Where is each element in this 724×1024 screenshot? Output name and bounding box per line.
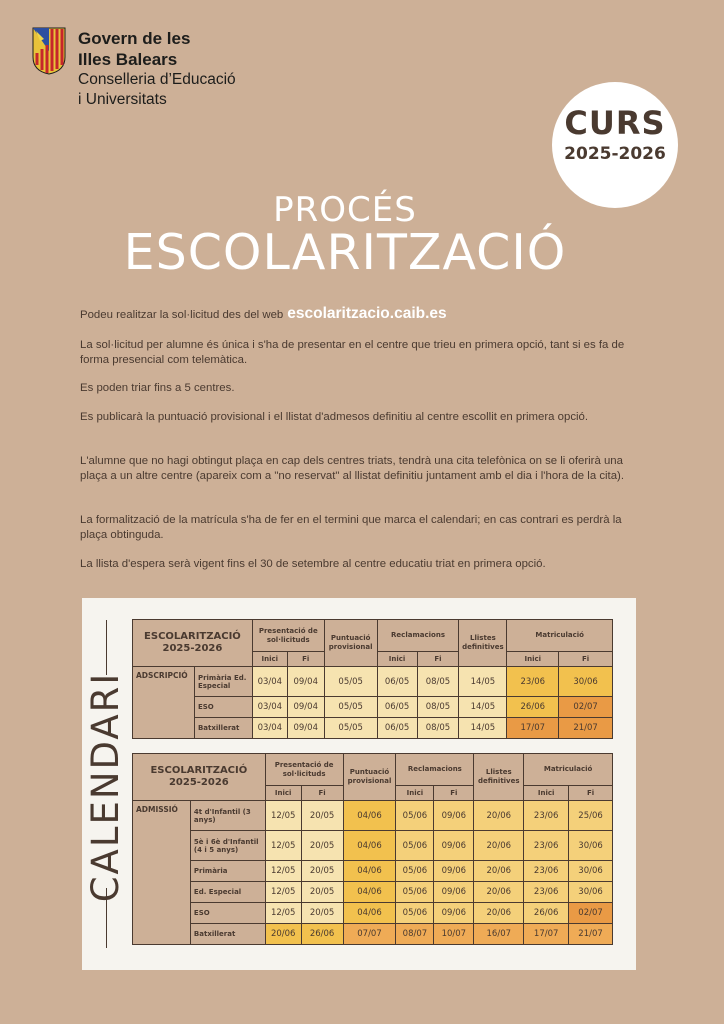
cell-mat-fi: 30/06 xyxy=(559,667,613,697)
cell-rec-inici: 06/05 xyxy=(377,718,417,739)
table-row xyxy=(133,924,613,945)
table-row xyxy=(133,882,613,903)
table-title-line2: 2025-2026 xyxy=(162,643,223,654)
group-label-admissio: ADMISSIÓ xyxy=(133,801,191,945)
cell-mat-inici: 17/07 xyxy=(524,924,569,945)
col-header-presentacio: Presentació de sol·licituds xyxy=(265,754,343,786)
cell-rec-inici: 08/07 xyxy=(396,924,434,945)
cell-rec-fi: 08/05 xyxy=(417,667,459,697)
cell-mat-fi: 02/07 xyxy=(559,697,613,718)
cell-mat-inici: 17/07 xyxy=(507,718,559,739)
paragraph-6: La llista d'espera serà vigent fins el 30 de setembre al centre educatiu triat en primera opció. xyxy=(80,558,546,570)
cell-rec-fi: 09/06 xyxy=(434,903,474,924)
cell-puntuacio: 04/06 xyxy=(343,861,396,882)
cell-llistes: 20/06 xyxy=(474,903,524,924)
subheader-inici: Inici xyxy=(252,652,287,667)
cell-pres-fi: 20/05 xyxy=(301,882,343,903)
cell-llistes: 20/06 xyxy=(474,882,524,903)
paragraph-1: La sol·licitud per alumne és única i s'ha de presentar en el centre que trieu en primera opció, tant si es fa de forma presencial com telemàtica. xyxy=(80,339,625,366)
cell-pres-inici: 20/06 xyxy=(265,924,301,945)
cell-llistes: 14/05 xyxy=(459,718,507,739)
cell-rec-fi: 08/05 xyxy=(417,718,459,739)
row-label: Primària xyxy=(190,861,265,882)
cell-mat-inici: 23/06 xyxy=(524,882,569,903)
dept-name-line1: Conselleria d’Educació xyxy=(78,71,236,88)
row-label: 4t d'Infantil (3 anys) xyxy=(190,801,265,831)
cell-rec-fi: 09/06 xyxy=(434,882,474,903)
cell-puntuacio: 07/07 xyxy=(343,924,396,945)
row-label: ESO xyxy=(190,903,265,924)
table-row xyxy=(133,903,613,924)
table-title xyxy=(133,754,266,801)
table-row xyxy=(133,831,613,861)
table-row xyxy=(133,697,613,718)
cell-rec-fi: 08/05 xyxy=(417,697,459,718)
cell-rec-inici: 05/06 xyxy=(396,801,434,831)
coat-of-arms-icon xyxy=(32,27,66,75)
table-title xyxy=(133,620,253,667)
row-label: Batxillerat xyxy=(190,924,265,945)
intro-text: Podeu realitzar la sol·licitud des del web xyxy=(80,309,284,321)
cell-puntuacio: 04/06 xyxy=(343,882,396,903)
cell-pres-inici: 12/05 xyxy=(265,903,301,924)
cell-puntuacio: 04/06 xyxy=(343,801,396,831)
calendar-vertical-text: CALENDARI xyxy=(84,672,127,902)
col-header-llistes: Llistes definitives xyxy=(459,620,507,667)
cell-pres-inici: 12/05 xyxy=(265,801,301,831)
subheader-inici: Inici xyxy=(377,652,417,667)
cell-puntuacio: 05/05 xyxy=(324,667,377,697)
col-header-reclamacions: Reclamacions xyxy=(396,754,474,786)
intro-paragraph xyxy=(80,306,636,323)
cell-rec-inici: 05/06 xyxy=(396,882,434,903)
cell-rec-fi: 09/06 xyxy=(434,801,474,831)
cell-mat-inici: 26/06 xyxy=(524,903,569,924)
cell-llistes: 20/06 xyxy=(474,861,524,882)
cell-puntuacio: 05/05 xyxy=(324,697,377,718)
cell-pres-inici: 12/05 xyxy=(265,882,301,903)
cell-pres-inici: 12/05 xyxy=(265,831,301,861)
subheader-fi: Fi xyxy=(434,786,474,801)
paragraph-2: Es poden triar fins a 5 centres. xyxy=(80,382,235,394)
cell-pres-inici: 03/04 xyxy=(252,718,287,739)
calendar-vertical-label xyxy=(76,672,136,902)
cell-llistes: 14/05 xyxy=(459,697,507,718)
cell-rec-inici: 05/06 xyxy=(396,831,434,861)
col-header-matriculacio: Matriculació xyxy=(524,754,613,786)
cell-mat-inici: 26/06 xyxy=(507,697,559,718)
cell-mat-fi: 02/07 xyxy=(569,903,613,924)
cell-llistes: 16/07 xyxy=(474,924,524,945)
cell-mat-inici: 23/06 xyxy=(524,861,569,882)
cell-pres-inici: 03/04 xyxy=(252,697,287,718)
subheader-fi: Fi xyxy=(417,652,459,667)
table-row xyxy=(133,861,613,882)
table-title-line1: ESCOLARITZACIÓ xyxy=(150,765,248,776)
cell-mat-inici: 23/06 xyxy=(507,667,559,697)
row-label: Primària Ed. Especial xyxy=(194,667,252,697)
subheader-inici: Inici xyxy=(524,786,569,801)
cell-llistes: 20/06 xyxy=(474,831,524,861)
cell-llistes: 14/05 xyxy=(459,667,507,697)
paragraph-4: L'alumne que no hagi obtingut plaça en cap dels centres triats, tendrà una cita telefònica on se li oferirà una plaça a un altre centre (apareix com a "no reservat" al llistat definitiu juntament amb el dia i l'hora de la cita). xyxy=(80,455,624,482)
cell-rec-fi: 10/07 xyxy=(434,924,474,945)
cell-pres-fi: 09/04 xyxy=(287,697,324,718)
cell-rec-fi: 09/06 xyxy=(434,861,474,882)
table-row xyxy=(133,801,613,831)
cell-puntuacio: 04/06 xyxy=(343,831,396,861)
calendar-divider-top xyxy=(106,620,107,675)
cell-rec-inici: 06/05 xyxy=(377,697,417,718)
course-badge-label: CURS xyxy=(564,104,666,142)
cell-pres-fi: 09/04 xyxy=(287,718,324,739)
table-row xyxy=(133,718,613,739)
cell-mat-fi: 30/06 xyxy=(569,831,613,861)
cell-mat-fi: 25/06 xyxy=(569,801,613,831)
cell-rec-inici: 06/05 xyxy=(377,667,417,697)
row-label: ESO xyxy=(194,697,252,718)
cell-llistes: 20/06 xyxy=(474,801,524,831)
row-label: Ed. Especial xyxy=(190,882,265,903)
table-title-line2: 2025-2026 xyxy=(168,777,229,788)
cell-pres-fi: 09/04 xyxy=(287,667,324,697)
row-label: 5è i 6è d'Infantil (4 i 5 anys) xyxy=(190,831,265,861)
table-title-line1: ESCOLARITZACIÓ xyxy=(144,631,241,642)
group-label-adscripcio: ADSCRIPCIÓ xyxy=(133,667,195,739)
cell-pres-inici: 03/04 xyxy=(252,667,287,697)
col-header-presentacio: Presentació de sol·licituds xyxy=(252,620,324,652)
adscripcio-table xyxy=(132,619,613,739)
cell-pres-fi: 20/05 xyxy=(301,903,343,924)
col-header-matriculacio: Matriculació xyxy=(507,620,613,652)
subheader-fi: Fi xyxy=(559,652,613,667)
subheader-fi: Fi xyxy=(301,786,343,801)
subheader-fi: Fi xyxy=(569,786,613,801)
subheader-inici: Inici xyxy=(265,786,301,801)
cell-mat-fi: 21/07 xyxy=(559,718,613,739)
cell-pres-fi: 20/05 xyxy=(301,861,343,882)
col-header-llistes: Llistes definitives xyxy=(474,754,524,801)
cell-puntuacio: 04/06 xyxy=(343,903,396,924)
cell-puntuacio: 05/05 xyxy=(324,718,377,739)
row-label: Batxillerat xyxy=(194,718,252,739)
cell-pres-fi: 26/06 xyxy=(301,924,343,945)
cell-rec-inici: 05/06 xyxy=(396,861,434,882)
admissio-table xyxy=(132,753,613,945)
paragraph-3: Es publicarà la puntuació provisional i el llistat d'admesos definitiu al centre escollit en primera opció. xyxy=(80,411,589,423)
paragraph-5: La formalització de la matrícula s'ha de fer en el termini que marca el calendari; en cas contrari es perdrà la plaça obtinguda. xyxy=(80,514,622,541)
cell-pres-fi: 20/05 xyxy=(301,831,343,861)
subheader-inici: Inici xyxy=(396,786,434,801)
cell-mat-fi: 30/06 xyxy=(569,882,613,903)
cell-pres-inici: 12/05 xyxy=(265,861,301,882)
cell-mat-fi: 21/07 xyxy=(569,924,613,945)
cell-mat-inici: 23/06 xyxy=(524,801,569,831)
website-link[interactable]: escolaritzacio.caib.es xyxy=(287,305,447,322)
table-row xyxy=(133,667,613,697)
subheader-fi: Fi xyxy=(287,652,324,667)
cell-mat-fi: 30/06 xyxy=(569,861,613,882)
col-header-puntuacio: Puntuació provisional xyxy=(343,754,396,801)
cell-mat-inici: 23/06 xyxy=(524,831,569,861)
course-badge-year: 2025-2026 xyxy=(564,144,666,164)
cell-rec-inici: 05/06 xyxy=(396,903,434,924)
col-header-puntuacio: Puntuació provisional xyxy=(324,620,377,667)
cell-rec-fi: 09/06 xyxy=(434,831,474,861)
subheader-inici: Inici xyxy=(507,652,559,667)
cell-pres-fi: 20/05 xyxy=(301,801,343,831)
org-name-line1: Govern de les xyxy=(78,29,191,48)
org-name-line2: Illes Balears xyxy=(78,50,178,69)
dept-name-line2: i Universitats xyxy=(78,91,167,108)
col-header-reclamacions: Reclamacions xyxy=(377,620,459,652)
page-title-line2: ESCOLARITZACIÓ xyxy=(123,224,567,281)
page-title-line1: PROCÉS xyxy=(273,190,417,230)
org-header xyxy=(78,28,236,110)
